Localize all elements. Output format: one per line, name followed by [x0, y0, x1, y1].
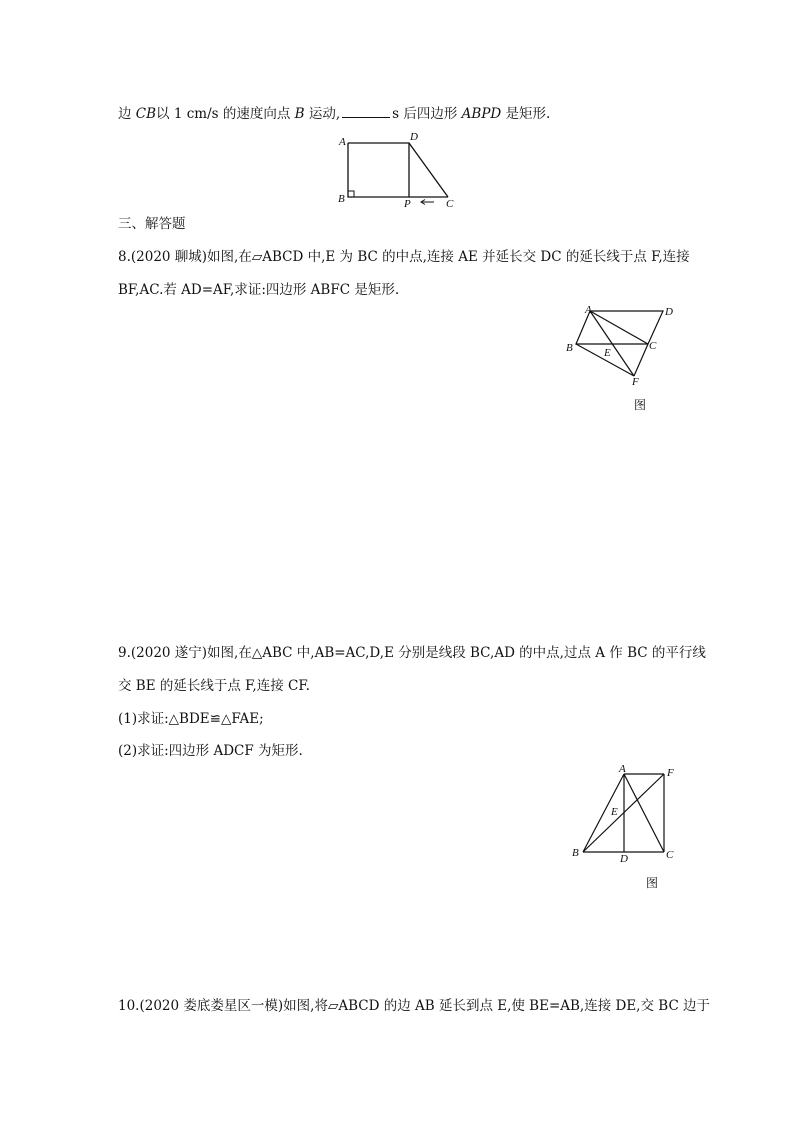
q9-label-c: C	[666, 849, 674, 861]
q9-label-b: B	[572, 847, 579, 859]
q8-label-b: B	[566, 342, 573, 354]
q7-text-d: s 后四边形	[392, 106, 462, 122]
q7-right-angle-mark	[348, 191, 354, 197]
q7-figure	[330, 130, 465, 212]
answer-blank[interactable]	[342, 105, 390, 118]
q8-segment-cf	[634, 344, 648, 376]
q7-label-c: C	[446, 198, 454, 210]
q7-text-c: 运动,	[304, 106, 341, 122]
q7-label-d: D	[410, 131, 418, 143]
q8-line-1: 8.(2020 聊城)如图,在▱ABCD 中,E 为 BC 的中点,连接 AE 并延长交 DC 的延长线于点 F,连接	[118, 249, 690, 265]
q8-figure-caption: 图	[634, 398, 647, 412]
q8-label-e: E	[604, 347, 611, 359]
q9-line-1: 9.(2020 遂宁)如图,在△ABC 中,AB=AC,D,E 分别是线段 BC,AD 的中点,过点 A 作 BC 的平行线	[118, 645, 706, 661]
q8-label-d: D	[665, 306, 673, 318]
q7-label-p: P	[404, 198, 411, 210]
q8-segment-ac	[590, 311, 648, 344]
q9-label-a: A	[619, 763, 626, 775]
q9-part-1: (1)求证:△BDE≌△FAE;	[118, 711, 264, 727]
q7-text-e: 是矩形.	[501, 106, 551, 122]
q7-segment-dc	[409, 143, 448, 197]
q10-line-1: 10.(2020 娄底娄星区一模)如图,将▱ABCD 的边 AB 延长到点 E,使 BE=AB,连接 DE,交 BC 边于	[118, 998, 711, 1014]
q9-label-d: D	[620, 853, 628, 865]
q9-figure-caption: 图	[646, 876, 659, 890]
q9-segment-ab	[583, 774, 624, 852]
q7-text-b: 以 1 cm/s 的速度向点	[156, 106, 295, 122]
q8-label-a: A	[585, 304, 592, 316]
q7-var-abpd: ABPD	[461, 106, 502, 122]
q8-figure	[562, 302, 680, 387]
q9-segment-ac	[624, 774, 664, 852]
q9-line-2: 交 BE 的延长线于点 F,连接 CF.	[118, 678, 310, 694]
q7-label-a: A	[339, 136, 346, 148]
q8-label-c: C	[649, 340, 657, 352]
q8-label-f: F	[632, 376, 639, 387]
q7-var-cb: CB	[135, 106, 157, 122]
q9-part-2: (2)求证:四边形 ADCF 为矩形.	[118, 743, 303, 759]
q9-label-e: E	[611, 806, 618, 818]
q9-label-f: F	[667, 767, 674, 779]
q8-line-2: BF,AC.若 AD=AF,求证:四边形 ABFC 是矩形.	[118, 282, 400, 298]
q7-label-b: B	[338, 193, 345, 205]
q7-var-b: B	[294, 106, 305, 122]
q9-figure	[570, 762, 688, 866]
q7-text-a: 边	[118, 106, 136, 122]
q7-rect-abpd	[348, 143, 409, 197]
q7-text-line	[118, 104, 550, 124]
section-heading: 三、解答题	[118, 216, 186, 232]
